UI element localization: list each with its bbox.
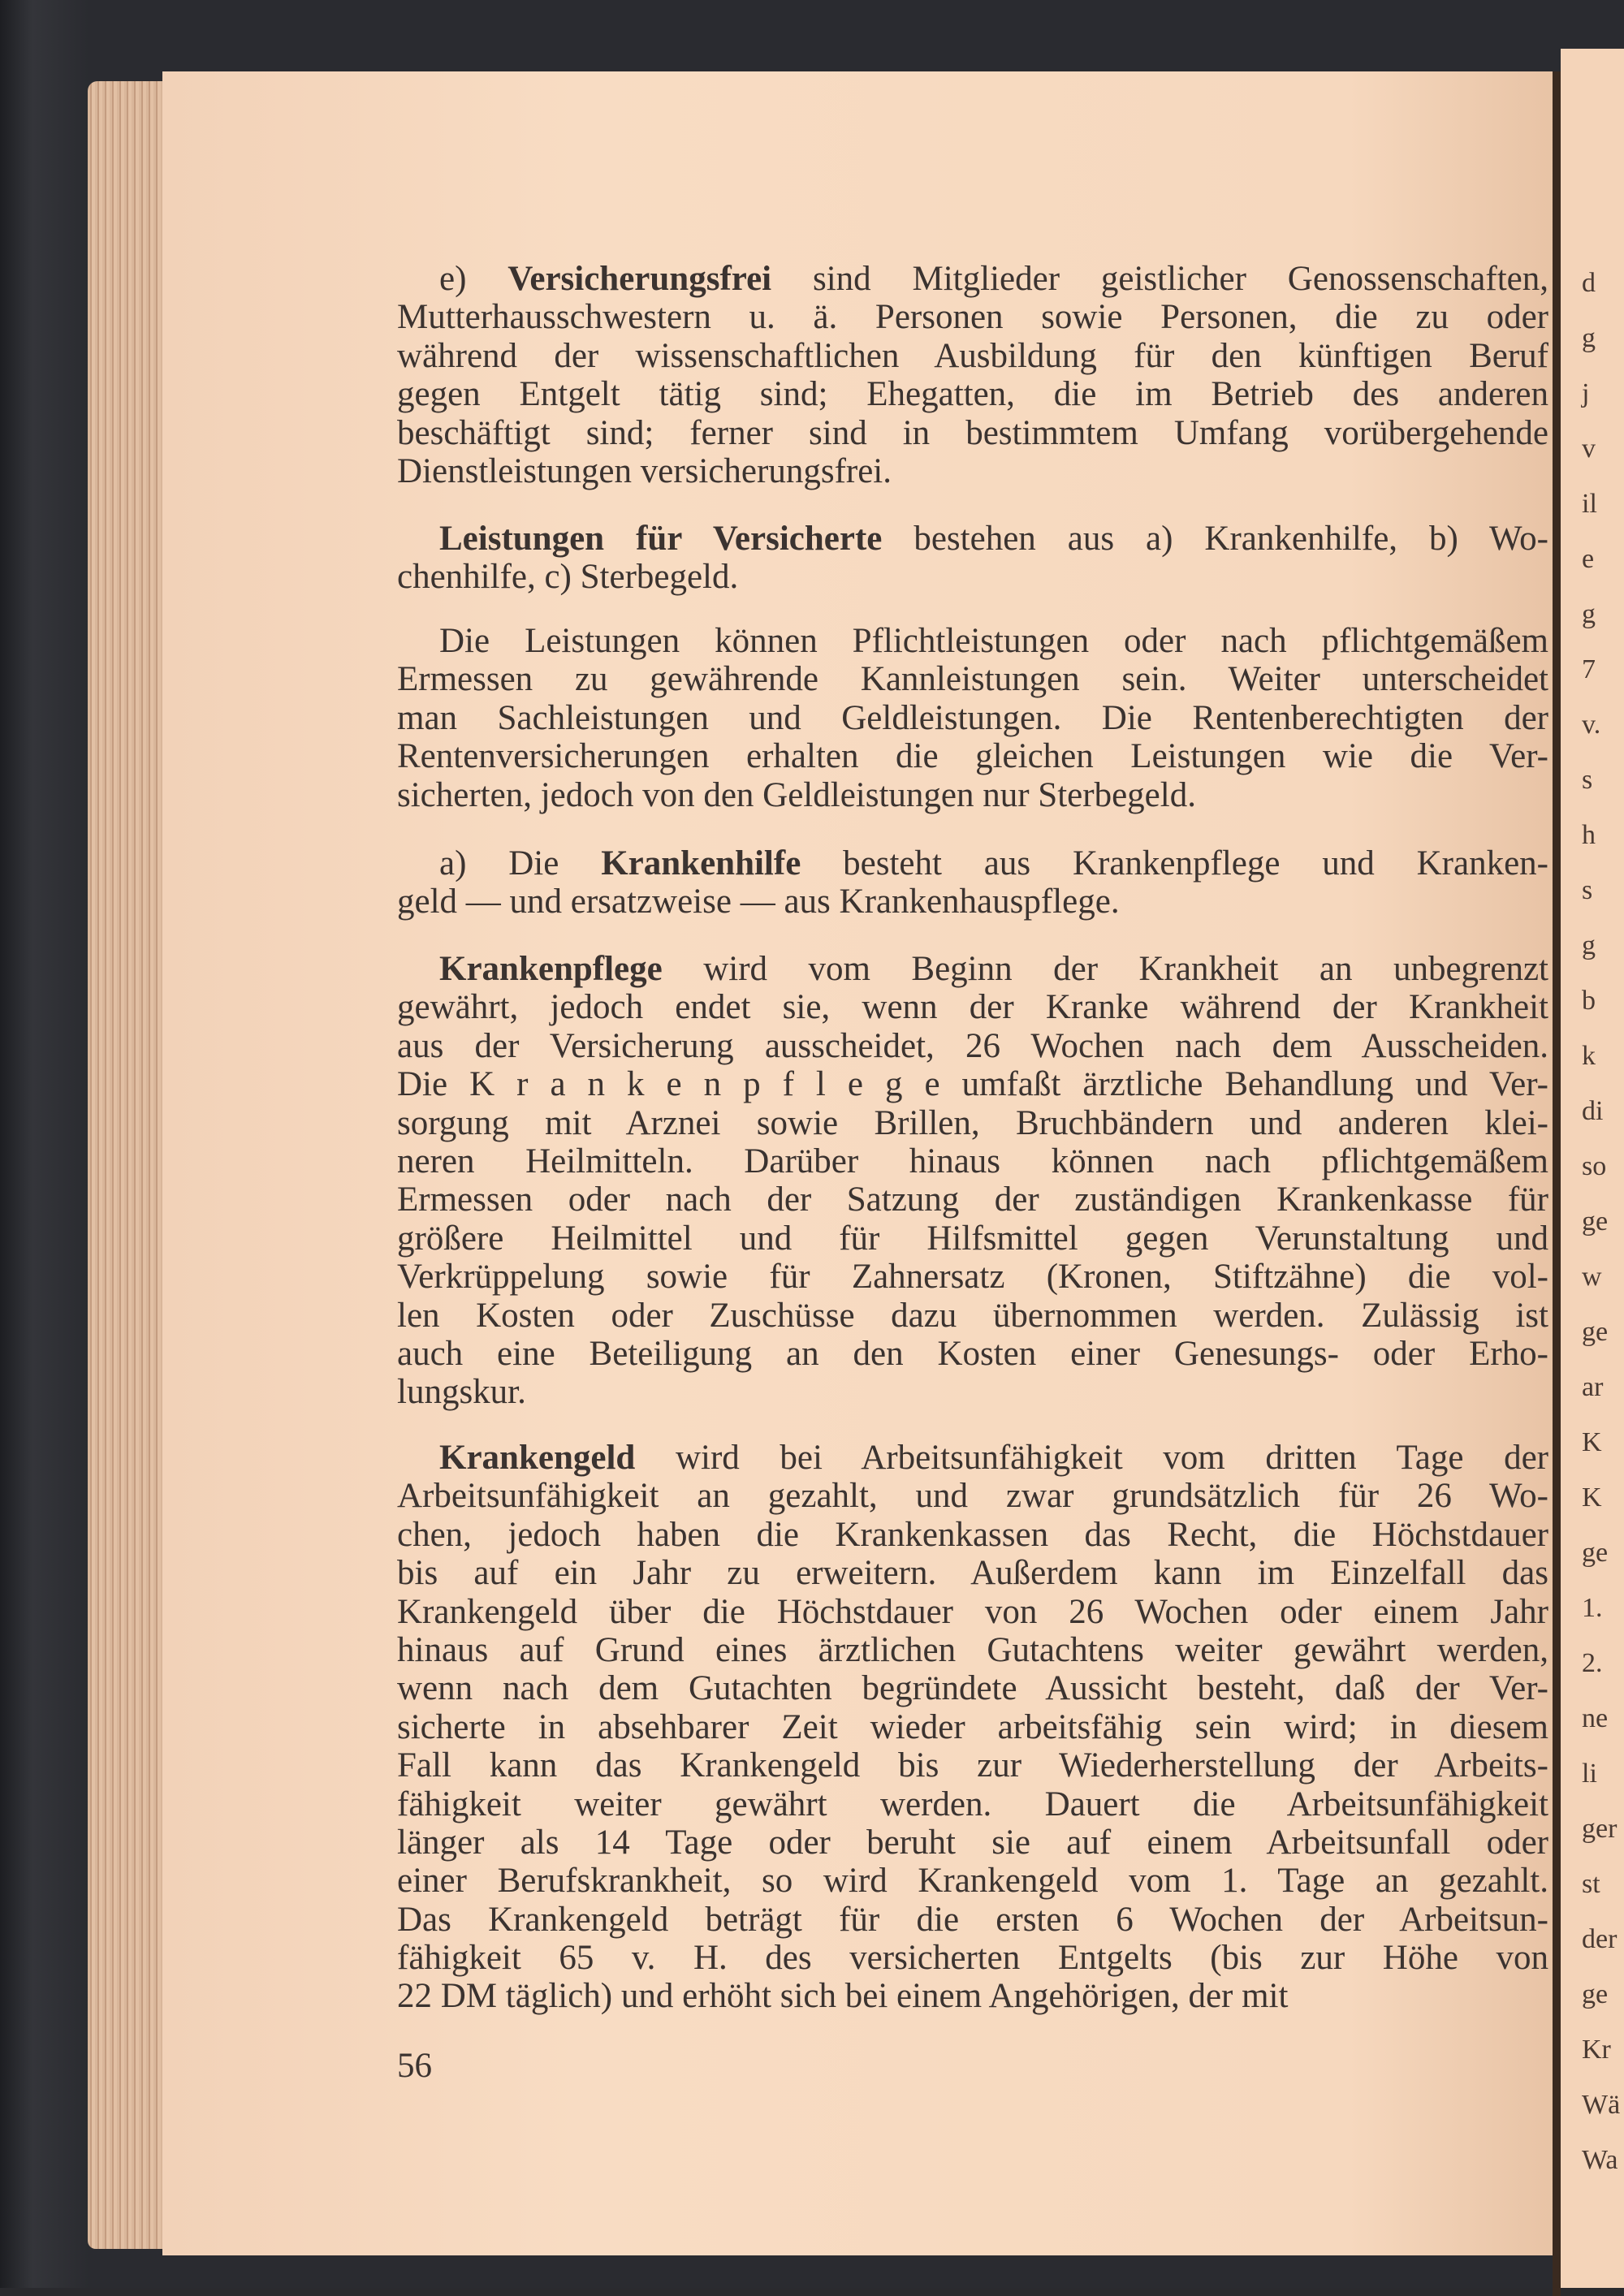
text-line: einer Berufskrankheit, so wird Krankengeld vom 1. Tage an gezahlt. (397, 1862, 1548, 1901)
facing-page-fragment: s (1582, 875, 1593, 905)
text-line: aus der Versicherung ausscheidet, 26 Wochen nach dem Ausscheiden. (397, 1026, 1548, 1065)
text-line: auch eine Beteiligung an den Kosten einer Genesungs- oder Erho- (397, 1334, 1548, 1373)
text-line: länger als 14 Tage oder beruht sie auf einem Arbeitsunfall oder (397, 1823, 1548, 1862)
facing-page-fragment: d (1582, 268, 1596, 298)
text-line: Ermessen zu gewährende Kannleistungen sein. Weiter unterscheidet (397, 660, 1548, 699)
text-line: Arbeitsunfähigkeit an gezahlt, und zwar grundsätzlich für 26 Wo- (397, 1477, 1548, 1516)
text-line: Krankenpflege wird vom Beginn der Krankheit an unbegrenzt (439, 950, 1548, 988)
text-line: Die Leistungen können Pflichtleistungen oder nach pflichtgemäßem (439, 622, 1548, 660)
facing-page-fragment: der (1582, 1924, 1618, 1954)
facing-page-fragment: 1. (1582, 1593, 1603, 1623)
text-line: lungskur. (397, 1373, 526, 1412)
text-line: 22 DM täglich) und erhöht sich bei einem Angehörigen, der mit (397, 1977, 1289, 2016)
text-line: geld — und ersatzweise — aus Krankenhauspflege. (397, 883, 1120, 921)
text-line: len Kosten oder Zuschüsse dazu übernommen werden. Zulässig ist (397, 1296, 1548, 1335)
facing-page-fragment: K (1582, 1482, 1602, 1513)
facing-page-fragment: ge (1582, 1979, 1609, 2009)
facing-page-fragment: di (1582, 1096, 1604, 1126)
bold-lead: Krankengeld (439, 1439, 636, 1477)
text-line: gegen Entgelt tätig sind; Ehegatten, die im Betrieb des anderen (397, 375, 1548, 414)
paragraph-1 (397, 260, 1548, 490)
bold-lead: Leistungen für Versicherte (439, 520, 883, 558)
facing-page-fragment: w (1582, 1262, 1602, 1292)
text-line: fähigkeit weiter gewährt werden. Dauert die Arbeitsunfähigkeit (397, 1785, 1548, 1823)
facing-page-fragment: b (1582, 986, 1596, 1016)
facing-page-fragment: K (1582, 1427, 1602, 1457)
facing-page-fragment: v. (1582, 710, 1601, 740)
facing-page-fragment: s (1582, 765, 1593, 795)
book-spine (1553, 71, 1561, 2296)
facing-page-fragment: h (1582, 820, 1596, 850)
text-line: Krankengeld wird bei Arbeitsunfähigkeit vom dritten Tage der (439, 1439, 1548, 1477)
text-line: Rentenversicherungen erhalten die gleichen Leistungen wie die Ver- (397, 737, 1548, 776)
facing-page-fragment: ger (1582, 1814, 1618, 1844)
facing-page-fragment: Wa (1582, 2145, 1618, 2175)
facing-page-fragment: li (1582, 1759, 1597, 1789)
text-line: größere Heilmittel und für Hilfsmittel gegen Verunstaltung und (397, 1219, 1548, 1258)
paragraph-4 (397, 844, 1548, 921)
text-line: chen, jedoch haben die Krankenkassen das Recht, die Höchstdauer (397, 1515, 1548, 1554)
facing-page-fragment: e (1582, 544, 1595, 574)
text-line: Krankengeld über die Höchstdauer von 26 Wochen oder einem Jahr (397, 1592, 1548, 1631)
facing-page-fragment: il (1582, 489, 1597, 519)
text-line: hinaus auf Grund eines ärztlichen Gutachtens weiter gewährt werden, (397, 1630, 1548, 1669)
facing-page-fragment: ne (1582, 1703, 1609, 1733)
text-line: sicherte in absehbarer Zeit wieder arbeitsfähig sein wird; in diesem (397, 1707, 1548, 1746)
facing-page-fragment: so (1582, 1151, 1607, 1181)
text-line: Das Krankengeld beträgt für die ersten 6 Wochen der Arbeitsun- (397, 1900, 1548, 1939)
facing-page-fragment: g (1582, 323, 1596, 353)
text-line: während der wissenschaftlichen Ausbildung für den künftigen Beruf (397, 336, 1548, 375)
text-line: Ermessen oder nach der Satzung der zuständigen Krankenkasse für (397, 1180, 1548, 1219)
facing-page-fragment: ge (1582, 1317, 1609, 1347)
facing-page-fragment: ge (1582, 1206, 1609, 1236)
facing-page-fragment: Wä (1582, 2090, 1621, 2120)
text-line: beschäftigt sind; ferner sind in bestimmtem Umfang vorübergehende (397, 413, 1548, 452)
text-line: Leistungen für Versicherte bestehen aus a) Krankenhilfe, b) Wo- (439, 520, 1548, 558)
facing-page-fragment: ge (1582, 1538, 1609, 1568)
facing-page-fragment: j (1582, 378, 1590, 408)
facing-page-fragment: k (1582, 1041, 1596, 1071)
text-line: Fall kann das Krankengeld bis zur Wiederherstellung der Arbeits- (397, 1746, 1548, 1785)
text-line: sicherten, jedoch von den Geldleistungen nur Sterbegeld. (397, 775, 1196, 814)
text-line: bis auf ein Jahr zu erweitern. Außerdem kann im Einzelfall das (397, 1554, 1548, 1593)
text-line: man Sachleistungen und Geldleistungen. Die Rentenberechtigten der (397, 698, 1548, 737)
facing-page-fragment: ar (1582, 1372, 1604, 1402)
text-line: a) Die Krankenhilfe besteht aus Krankenpflege und Kranken- (439, 844, 1548, 883)
page-number: 56 (397, 2047, 432, 2085)
paragraph-6 (397, 1439, 1548, 2016)
text-line: Die K r a n k e n p f l e g e umfaßt ärztliche Behandlung und Ver- (397, 1065, 1548, 1104)
paragraph-5 (397, 950, 1548, 1412)
facing-page-fragment: 2. (1582, 1648, 1603, 1678)
bold-lead: Krankenhilfe (601, 844, 801, 883)
text-line: gewährt, jedoch endet sie, wenn der Kranke während der Krankheit (397, 988, 1548, 1027)
facing-page-fragment: 7 (1582, 654, 1596, 684)
paragraph-3 (397, 622, 1548, 814)
facing-page-fragment: Kr (1582, 2035, 1611, 2065)
facing-page-fragment: st (1582, 1869, 1600, 1899)
paragraph-2 (397, 520, 1548, 597)
facing-page-fragment: v (1582, 434, 1596, 464)
facing-page-fragment: g (1582, 599, 1596, 629)
text-line: wenn nach dem Gutachten begründete Aussicht besteht, daß der Ver- (397, 1669, 1548, 1708)
text-line: Verkrüppelung sowie für Zahnersatz (Kronen, Stiftzähne) die vol- (397, 1258, 1548, 1297)
text-line: sorgung mit Arznei sowie Brillen, Bruchbändern und anderen klei- (397, 1103, 1548, 1142)
facing-page-fragment: g (1582, 930, 1596, 960)
text-line: chenhilfe, c) Sterbegeld. (397, 558, 739, 597)
text-line: neren Heilmitteln. Darüber hinaus können nach pflichtgemäßem (397, 1142, 1548, 1180)
bold-lead: Versicherungsfrei (508, 260, 772, 298)
text-line: Mutterhausschwestern u. ä. Personen sowie Personen, die zu oder (397, 298, 1548, 337)
bold-lead: Krankenpflege (439, 950, 663, 988)
text-line: e) Versicherungsfrei sind Mitglieder geistlicher Genossenschaften, (439, 260, 1548, 298)
text-line: fähigkeit 65 v. H. des versicherten Entgelts (bis zur Höhe von (397, 1939, 1548, 1978)
text-line: Dienstleistungen versicherungsfrei. (397, 451, 892, 490)
